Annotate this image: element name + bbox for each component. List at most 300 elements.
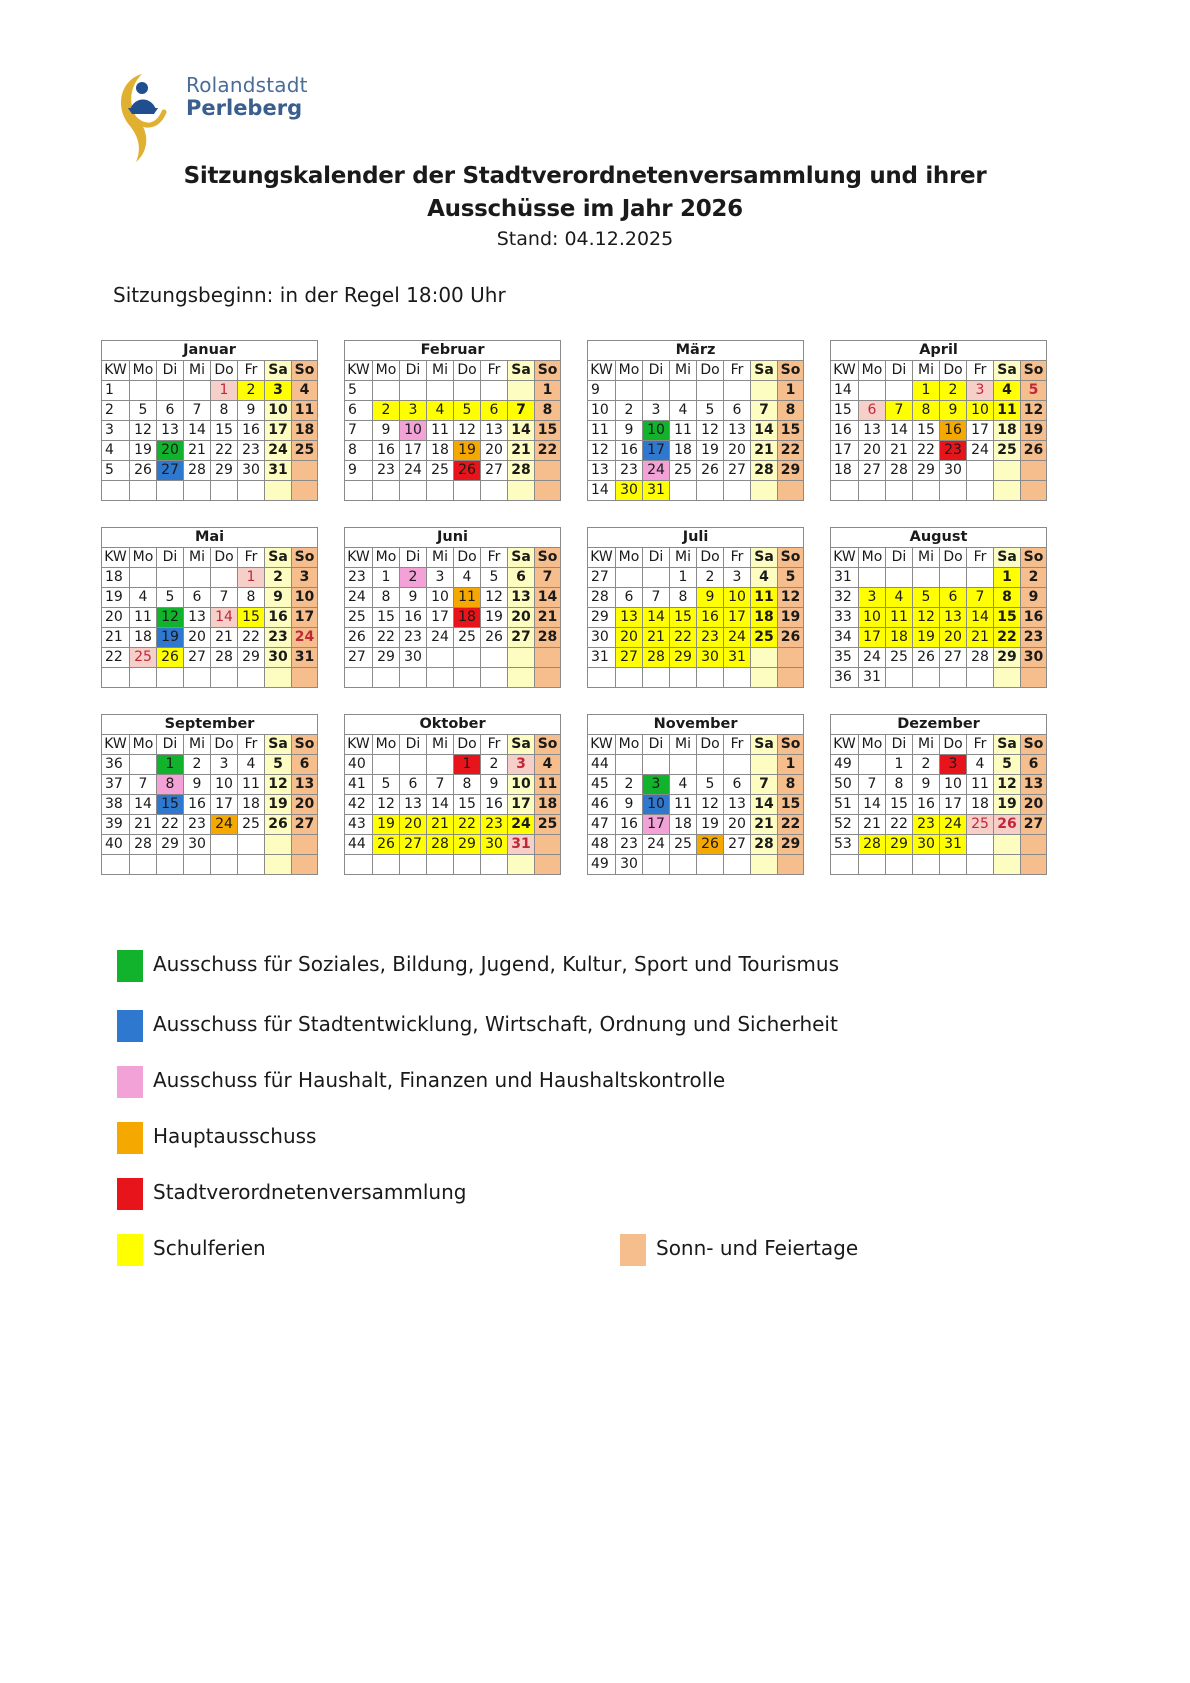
day-cell: 23 [616,461,643,481]
week-row [102,795,318,815]
day-cell: 4 [454,568,481,588]
day-cell [535,648,561,668]
day-cell: 23 [238,441,265,461]
day-cell: 7 [751,401,778,421]
day-cell: 28 [211,648,238,668]
day-cell [967,568,994,588]
day-cell [211,835,238,855]
day-cell: 14 [211,608,238,628]
weekday-header: Mo [373,548,400,568]
day-cell [643,568,670,588]
day-cell: 28 [751,835,778,855]
day-cell: 1 [886,755,913,775]
day-cell: 5 [1021,381,1047,401]
day-cell: 6 [616,588,643,608]
week-row [831,835,1047,855]
day-cell: 4 [886,588,913,608]
week-row [102,461,318,481]
legend-label: Hauptausschuss [153,1124,317,1148]
day-cell: 11 [454,588,481,608]
day-cell: 4 [427,401,454,421]
day-cell [643,668,670,688]
day-cell [1021,855,1047,875]
week-number: 20 [102,608,130,628]
day-cell: 1 [238,568,265,588]
week-row [345,855,561,875]
weekday-header: Sa [508,548,535,568]
day-cell [913,855,940,875]
weekday-header: Mi [427,361,454,381]
day-cell: 4 [994,381,1021,401]
roland-logo-icon [112,70,182,170]
day-cell: 20 [400,815,427,835]
day-cell: 27 [940,648,967,668]
day-cell: 8 [994,588,1021,608]
day-cell [724,668,751,688]
week-number: 25 [345,608,373,628]
week-row [102,628,318,648]
month-name: Oktober [345,715,561,735]
day-cell: 21 [211,628,238,648]
day-cell [778,648,804,668]
weekday-header: Di [157,361,184,381]
day-cell: 29 [373,648,400,668]
week-row [831,588,1047,608]
weekday-header: Sa [994,548,1021,568]
day-cell: 5 [697,401,724,421]
weekday-header: Fr [238,735,265,755]
day-cell: 18 [886,628,913,648]
day-cell: 19 [454,441,481,461]
page-title-line2: Ausschüsse im Jahr 2026 [427,196,743,222]
day-cell: 24 [427,628,454,648]
week-number: 15 [831,401,859,421]
day-cell: 24 [400,461,427,481]
weekday-header: Fr [481,361,508,381]
day-cell: 3 [643,401,670,421]
day-cell: 6 [400,775,427,795]
day-cell: 15 [535,421,561,441]
day-cell: 27 [184,648,211,668]
day-cell [454,855,481,875]
week-number [831,855,859,875]
day-cell: 27 [724,835,751,855]
day-cell [373,481,400,501]
week-row [102,421,318,441]
day-cell: 8 [670,588,697,608]
day-cell: 2 [697,568,724,588]
day-cell: 8 [886,775,913,795]
weekday-header: Do [940,361,967,381]
day-cell: 1 [535,381,561,401]
week-row [831,461,1047,481]
day-cell: 7 [886,401,913,421]
month-juni [344,527,560,688]
day-cell [292,835,318,855]
day-cell: 3 [967,381,994,401]
day-cell [886,381,913,401]
day-cell: 2 [373,401,400,421]
day-cell: 4 [670,775,697,795]
day-cell: 4 [535,755,561,775]
day-cell [184,481,211,501]
day-cell: 8 [454,775,481,795]
day-cell: 11 [886,608,913,628]
month-name: November [588,715,804,735]
week-row [831,421,1047,441]
day-cell [535,461,561,481]
week-number: 26 [345,628,373,648]
day-cell: 7 [643,588,670,608]
day-cell [157,381,184,401]
week-number [102,668,130,688]
day-cell: 26 [481,628,508,648]
week-row [345,381,561,401]
month-märz [587,340,803,501]
day-cell: 5 [130,401,157,421]
week-number: 48 [588,835,616,855]
month-name: September [102,715,318,735]
day-cell [643,855,670,875]
week-row [588,648,804,668]
week-number: 49 [588,855,616,875]
day-cell [859,381,886,401]
day-cell: 23 [697,628,724,648]
day-cell: 20 [859,441,886,461]
weekday-header: So [778,548,804,568]
day-cell: 28 [643,648,670,668]
weekday-header: Di [400,735,427,755]
day-cell: 23 [373,461,400,481]
day-cell: 13 [400,795,427,815]
day-cell [211,668,238,688]
day-cell: 29 [157,835,184,855]
day-cell: 19 [130,441,157,461]
day-cell [697,755,724,775]
day-cell: 7 [859,775,886,795]
weekday-header: Do [454,735,481,755]
weekday-header: Do [940,548,967,568]
day-cell: 15 [670,608,697,628]
weekday-header: KW [102,735,130,755]
week-row [345,461,561,481]
day-cell: 19 [697,815,724,835]
legend-swatch [117,1234,143,1266]
day-cell [994,855,1021,875]
day-cell [616,755,643,775]
day-cell: 1 [778,381,804,401]
day-cell: 10 [724,588,751,608]
day-cell: 18 [670,815,697,835]
day-cell [427,381,454,401]
week-number: 31 [831,568,859,588]
day-cell: 29 [778,835,804,855]
day-cell: 11 [670,421,697,441]
day-cell: 8 [913,401,940,421]
day-cell [292,855,318,875]
day-cell: 26 [994,815,1021,835]
day-cell: 24 [508,815,535,835]
day-cell [400,481,427,501]
day-cell [670,755,697,775]
day-cell: 14 [427,795,454,815]
day-cell: 6 [184,588,211,608]
day-cell: 26 [697,461,724,481]
weekday-header: Mi [670,548,697,568]
day-cell [1021,668,1047,688]
week-number: 17 [831,441,859,461]
day-cell [778,855,804,875]
day-cell: 4 [967,755,994,775]
weekday-header: Mi [184,361,211,381]
week-row [345,775,561,795]
day-cell: 17 [427,608,454,628]
day-cell [724,481,751,501]
week-number: 18 [102,568,130,588]
week-number: 9 [588,381,616,401]
day-cell [373,381,400,401]
weekday-header: Di [886,361,913,381]
day-cell: 12 [373,795,400,815]
day-cell: 21 [427,815,454,835]
day-cell [130,568,157,588]
day-cell: 10 [643,795,670,815]
weekday-header: Do [454,361,481,381]
day-cell [400,755,427,775]
week-number: 1 [102,381,130,401]
day-cell: 22 [238,628,265,648]
day-cell [724,381,751,401]
day-cell [535,481,561,501]
weekday-header: Sa [751,361,778,381]
day-cell: 23 [184,815,211,835]
day-cell [481,668,508,688]
day-cell: 30 [940,461,967,481]
day-cell: 16 [697,608,724,628]
week-number: 44 [345,835,373,855]
day-cell: 9 [940,401,967,421]
day-cell: 13 [184,608,211,628]
month-name: Juni [345,528,561,548]
day-cell: 12 [481,588,508,608]
week-number [102,855,130,875]
day-cell: 2 [400,568,427,588]
day-cell [940,855,967,875]
day-cell [211,568,238,588]
week-row [345,608,561,628]
day-cell: 19 [265,795,292,815]
legend-label: Ausschuss für Soziales, Bildung, Jugend, Kultur, Sport und Tourismus [153,952,839,976]
week-row [102,835,318,855]
day-cell: 27 [859,461,886,481]
day-cell: 14 [751,795,778,815]
day-cell: 20 [508,608,535,628]
week-row [831,815,1047,835]
week-row [588,588,804,608]
day-cell: 10 [967,401,994,421]
week-number: 51 [831,795,859,815]
day-cell: 11 [292,401,318,421]
day-cell [184,855,211,875]
weekday-header: So [535,361,561,381]
day-cell: 3 [265,381,292,401]
day-cell: 9 [1021,588,1047,608]
day-cell: 16 [265,608,292,628]
day-cell: 16 [400,608,427,628]
day-cell [967,481,994,501]
weekday-header: Fr [481,735,508,755]
day-cell: 14 [859,795,886,815]
legend-swatch [117,1010,143,1042]
week-number: 34 [831,628,859,648]
week-row [588,815,804,835]
week-row [588,668,804,688]
day-cell [238,668,265,688]
week-row [102,441,318,461]
day-cell: 16 [238,421,265,441]
day-cell: 17 [292,608,318,628]
day-cell: 8 [373,588,400,608]
day-cell [454,668,481,688]
day-cell: 13 [508,588,535,608]
month-januar [101,340,317,501]
day-cell: 9 [616,795,643,815]
day-cell [697,668,724,688]
sitzungsbeginn-note: Sitzungsbeginn: in der Regel 18:00 Uhr [113,283,506,307]
week-row [345,755,561,775]
day-cell [697,381,724,401]
day-cell: 22 [535,441,561,461]
day-cell: 9 [481,775,508,795]
day-cell [184,568,211,588]
week-number: 22 [102,648,130,668]
day-cell: 8 [778,401,804,421]
week-number: 50 [831,775,859,795]
weekday-header: Di [157,735,184,755]
week-number: 43 [345,815,373,835]
month-name: Mai [102,528,318,548]
day-cell: 1 [778,755,804,775]
day-cell: 26 [265,815,292,835]
weekday-header: KW [831,735,859,755]
day-cell: 16 [184,795,211,815]
week-number: 52 [831,815,859,835]
legend-label: Ausschuss für Stadtentwicklung, Wirtschaft, Ordnung und Sicherheit [153,1012,838,1036]
week-row [588,795,804,815]
day-cell: 3 [292,568,318,588]
day-cell: 1 [670,568,697,588]
day-cell: 25 [535,815,561,835]
week-number: 4 [102,441,130,461]
month-name: März [588,341,804,361]
weekday-header: KW [345,548,373,568]
weekday-header: Sa [994,361,1021,381]
day-cell: 25 [427,461,454,481]
day-cell: 6 [940,588,967,608]
day-cell: 23 [400,628,427,648]
day-cell [265,835,292,855]
weekday-header: Mi [913,361,940,381]
day-cell [238,835,265,855]
day-cell: 5 [373,775,400,795]
weekday-header: Sa [265,361,292,381]
week-row [588,775,804,795]
day-cell [1021,835,1047,855]
day-cell [535,855,561,875]
day-cell: 23 [616,835,643,855]
day-cell: 13 [940,608,967,628]
day-cell: 9 [184,775,211,795]
week-number: 30 [588,628,616,648]
day-cell [454,381,481,401]
week-row [102,755,318,775]
weekday-header: Fr [481,548,508,568]
day-cell: 19 [157,628,184,648]
weekday-header: KW [102,361,130,381]
day-cell [1021,481,1047,501]
day-cell: 22 [373,628,400,648]
day-cell: 1 [994,568,1021,588]
day-cell: 19 [778,608,804,628]
week-number: 45 [588,775,616,795]
week-number: 27 [345,648,373,668]
week-number: 9 [345,461,373,481]
day-cell [859,568,886,588]
day-cell: 24 [265,441,292,461]
day-cell: 12 [265,775,292,795]
week-number: 16 [831,421,859,441]
day-cell: 29 [886,835,913,855]
day-cell: 5 [697,775,724,795]
day-cell: 24 [724,628,751,648]
day-cell: 15 [913,421,940,441]
weekday-header: Mo [616,548,643,568]
weekday-header: So [292,548,318,568]
weekday-header: So [1021,735,1047,755]
day-cell: 29 [211,461,238,481]
week-number: 29 [588,608,616,628]
day-cell: 11 [238,775,265,795]
day-cell: 2 [940,381,967,401]
day-cell: 15 [994,608,1021,628]
day-cell: 23 [1021,628,1047,648]
week-row [102,401,318,421]
day-cell: 18 [670,441,697,461]
day-cell: 28 [427,835,454,855]
week-number: 23 [345,568,373,588]
day-cell: 25 [238,815,265,835]
week-number [831,481,859,501]
day-cell: 15 [373,608,400,628]
week-number: 2 [102,401,130,421]
weekday-header: Fr [724,548,751,568]
day-cell [940,568,967,588]
day-cell [886,668,913,688]
week-row [345,588,561,608]
day-cell [967,855,994,875]
month-name: April [831,341,1047,361]
week-number: 7 [345,421,373,441]
day-cell: 16 [616,815,643,835]
day-cell: 27 [616,648,643,668]
day-cell [886,568,913,588]
weekday-header: Do [211,548,238,568]
day-cell: 10 [859,608,886,628]
day-cell: 12 [130,421,157,441]
weekday-header: So [535,548,561,568]
week-row [588,481,804,501]
day-cell: 13 [616,608,643,628]
